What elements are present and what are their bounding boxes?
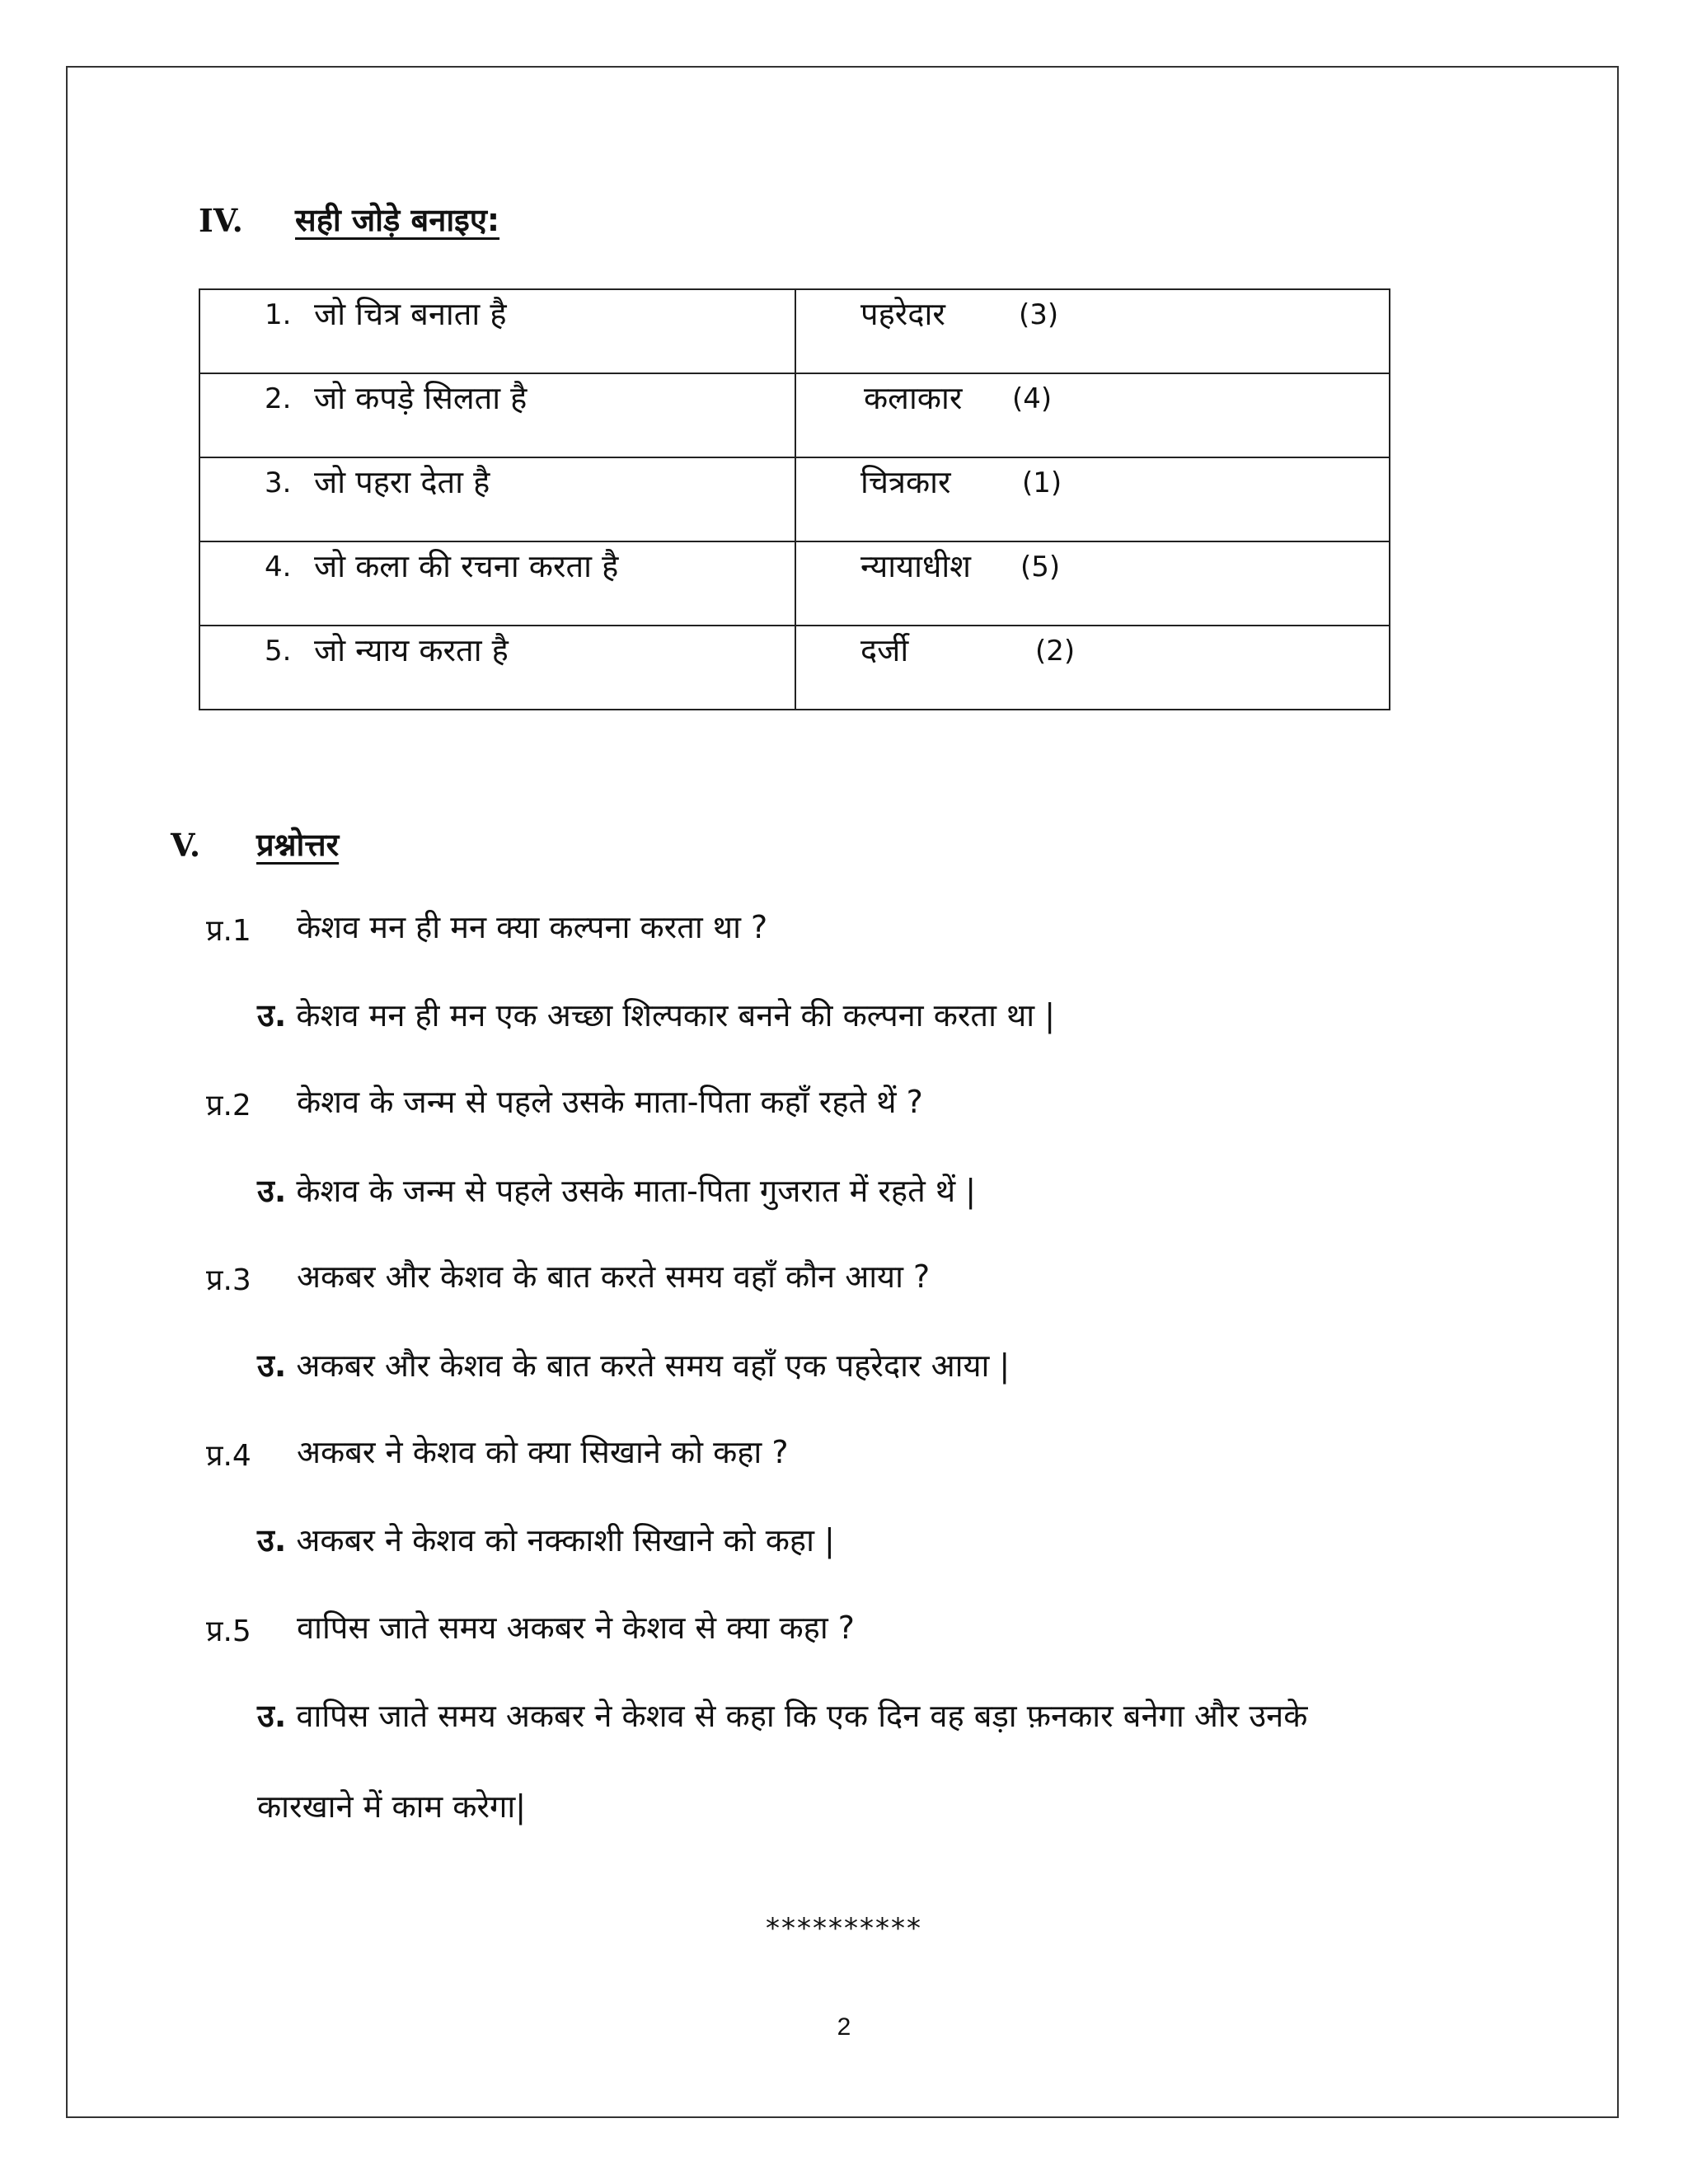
table-row xyxy=(199,373,1390,457)
answer-text: अकबर ने केशव को नक्काशी सिखाने को कहा | xyxy=(296,1522,835,1558)
answer-text: केशव के जन्म से पहले उसके माता-पिता गुजरात में रहते थें | xyxy=(296,1173,977,1209)
answer-text: अकबर और केशव के बात करते समय वहाँ एक पहरेदार आया | xyxy=(296,1347,1010,1384)
question-label: प्र.3 xyxy=(206,1263,251,1297)
row-answer: (3) xyxy=(1019,298,1059,331)
answer-text: वापिस जाते समय अकबर ने केशव से कहा कि एक दिन वह बड़ा फ़नकार बनेगा और उनके xyxy=(296,1698,1308,1734)
row-answer: (5) xyxy=(1020,551,1061,583)
answer-label: उ. xyxy=(257,1173,287,1209)
row-description: जो कला की रचना करता है xyxy=(314,548,619,584)
end-stars: ********** xyxy=(766,1912,922,1945)
row-match-word: दर्जी xyxy=(860,632,909,668)
row-number: 4. xyxy=(265,551,292,583)
question-label: प्र.4 xyxy=(206,1439,251,1473)
answer-label: उ. xyxy=(257,1698,287,1734)
answer-label: उ. xyxy=(257,1347,287,1384)
matching-table xyxy=(199,288,1390,710)
row-answer: (1) xyxy=(1022,466,1062,499)
section-5-title: प्रश्नोत्तर xyxy=(256,827,340,863)
row-match-word: न्यायाधीश xyxy=(860,548,972,584)
row-match-word: पहरेदार xyxy=(860,296,945,332)
row-number: 5. xyxy=(265,635,292,668)
question-label: प्र.5 xyxy=(206,1615,251,1648)
answer-continuation: कारखाने में काम करेगा| xyxy=(257,1788,527,1825)
answer-label: उ. xyxy=(257,997,287,1033)
answer-line xyxy=(257,1518,835,1561)
question-text: अकबर ने केशव को क्या सिखाने को कहा ? xyxy=(297,1434,789,1470)
question-text: केशव मन ही मन क्या कल्पना करता था ? xyxy=(297,909,768,945)
question-label: प्र.1 xyxy=(206,914,251,948)
answer-line xyxy=(257,993,1055,1036)
answer-line xyxy=(257,1694,1307,1736)
answer-line xyxy=(257,1169,976,1212)
row-description: जो कपड़े सिलता है xyxy=(314,380,528,416)
answer-text: केशव मन ही मन एक अच्छा शिल्पकार बनने की कल्पना करता था | xyxy=(296,997,1056,1033)
table-row xyxy=(199,289,1390,373)
answer-label: उ. xyxy=(257,1522,287,1558)
row-number: 1. xyxy=(265,298,292,331)
question-label: प्र.2 xyxy=(206,1089,251,1122)
question-text: केशव के जन्म से पहले उसके माता-पिता कहाँ रहते थें ? xyxy=(297,1084,923,1120)
row-description: जो पहरा देता है xyxy=(314,464,490,500)
row-description: जो न्याय करता है xyxy=(314,632,509,668)
row-match-word: चित्रकार xyxy=(860,464,951,500)
row-answer: (2) xyxy=(1035,635,1076,668)
row-answer: (4) xyxy=(1012,382,1053,415)
question-text: अकबर और केशव के बात करते समय वहाँ कौन आया ? xyxy=(297,1258,931,1295)
table-row xyxy=(199,626,1390,710)
section-5-number: V. xyxy=(171,827,201,864)
row-match-word: कलाकार xyxy=(864,380,963,416)
table-row xyxy=(199,457,1390,541)
question-text: वापिस जाते समय अकबर ने केशव से क्या कहा ? xyxy=(297,1610,855,1646)
page-number: 2 xyxy=(837,2013,851,2041)
row-number: 3. xyxy=(265,466,292,499)
section-4-number: IV. xyxy=(199,202,243,239)
answer-line xyxy=(257,1343,1010,1386)
row-description: जो चित्र बनाता है xyxy=(314,296,507,332)
row-number: 2. xyxy=(265,382,292,415)
table-row xyxy=(199,541,1390,626)
section-4-title: सही जोड़े बनाइए: xyxy=(295,202,500,238)
